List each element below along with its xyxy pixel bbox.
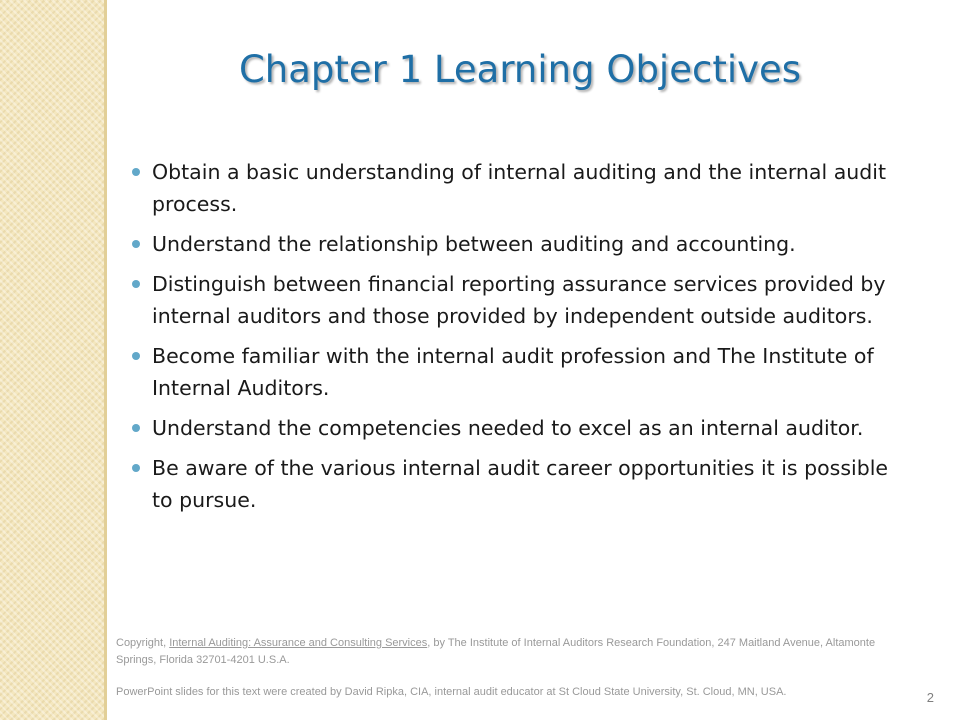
bullet-text: Become familiar with the internal audit profession and The Institute of Internal Auditors. [152, 344, 874, 400]
bullet-text: Understand the relationship between auditing and accounting. [152, 232, 796, 256]
bullet-dot-icon [132, 240, 140, 248]
bullet-dot-icon [132, 464, 140, 472]
page-number: 2 [926, 690, 934, 705]
bullet-dot-icon [132, 168, 140, 176]
copyright-prefix: Copyright, [116, 637, 170, 649]
list-item [132, 156, 892, 220]
bullet-text: Understand the competencies needed to excel as an internal auditor. [152, 416, 864, 440]
list-item [132, 452, 892, 516]
side-band-edge [104, 0, 107, 720]
bullet-text: Be aware of the various internal audit career opportunities it is possible to pursue. [152, 456, 889, 512]
objectives-list [132, 156, 892, 524]
list-item [132, 340, 892, 404]
slide-title: Chapter 1 Learning Objectives [238, 48, 802, 91]
list-item [132, 412, 892, 444]
book-title-link[interactable]: Internal Auditing: Assurance and Consulting Services [169, 637, 428, 649]
list-item [132, 268, 892, 332]
bullet-dot-icon [132, 424, 140, 432]
bullet-dot-icon [132, 280, 140, 288]
bullet-text: Obtain a basic understanding of internal auditing and the internal audit process. [152, 160, 886, 216]
bullet-dot-icon [132, 352, 140, 360]
list-item [132, 228, 892, 260]
decorative-side-band [0, 0, 104, 720]
copyright-suffix: , by The Institute of Internal Auditors Research Foundation, 247 Maitland Avenue, Altamonte Springs, Florida 32701-4201 U.S.A. [116, 637, 876, 666]
bullet-text: Distinguish between financial reporting assurance services provided by internal auditors and those provided by independent outside auditors. [152, 272, 886, 328]
copyright-notice [116, 635, 886, 669]
credits-notice: PowerPoint slides for this text were created by David Ripka, CIA, internal audit educator at St Cloud State University, St. Cloud, MN, USA. [116, 686, 787, 698]
